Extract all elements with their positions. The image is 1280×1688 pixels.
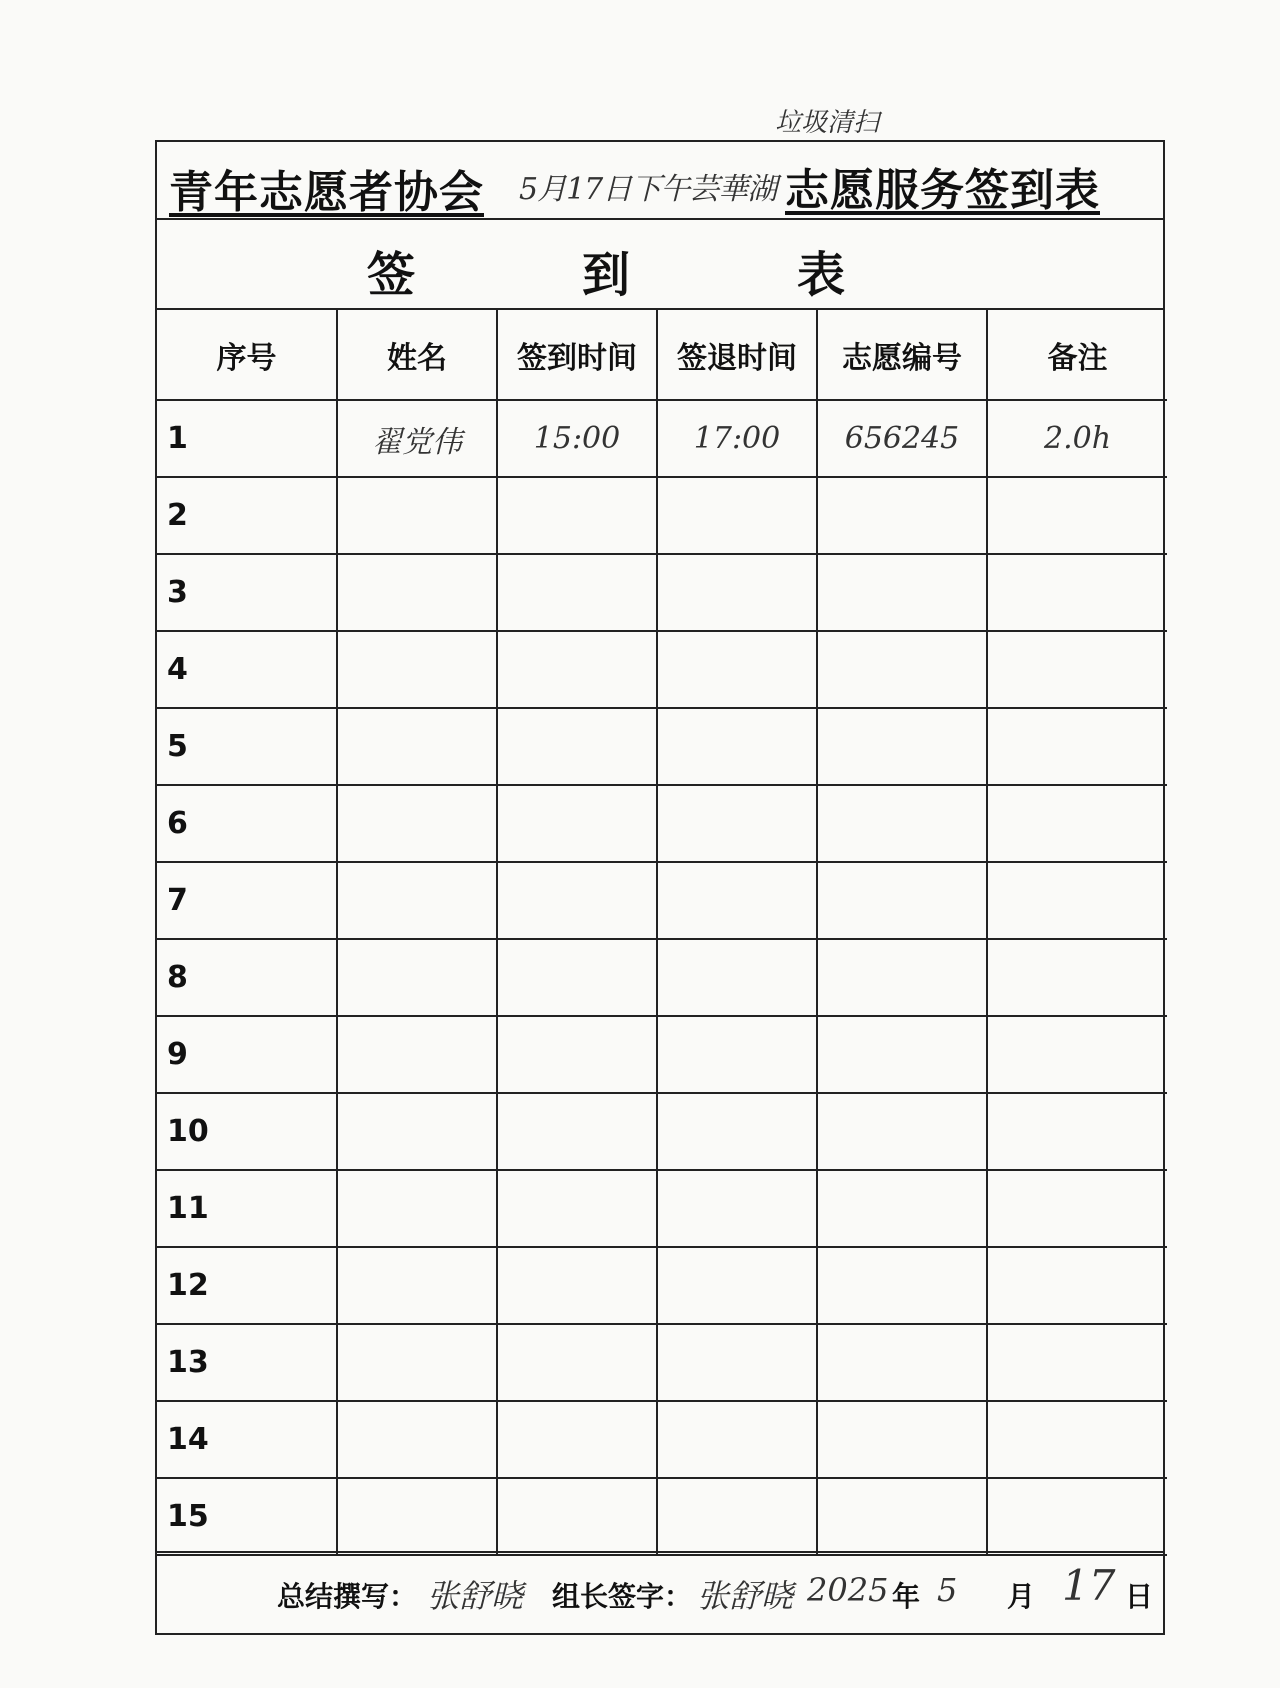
row-remarks: [987, 1401, 1167, 1478]
row-remarks: [987, 1478, 1167, 1555]
table-row: [157, 1093, 1167, 1170]
row-remarks: [987, 1324, 1167, 1401]
footer-row: [157, 1551, 1163, 1633]
sign-in-table: [157, 310, 1167, 1556]
row-remarks: [987, 939, 1167, 1016]
row-name: [337, 1170, 497, 1247]
row-name: [337, 862, 497, 939]
row-remarks: [987, 631, 1167, 708]
row-volunteer-id: [817, 1016, 987, 1093]
row-check-in: [497, 708, 657, 785]
col-header-index: 序号: [157, 310, 337, 400]
row-volunteer-id: [817, 862, 987, 939]
row-remarks: 2.0h: [987, 400, 1167, 477]
row-name: [337, 1478, 497, 1555]
col-header-name: 姓名: [337, 310, 497, 400]
row-volunteer-id: [817, 1401, 987, 1478]
row-index: 6: [157, 785, 337, 862]
leader-label: 组长签字：: [552, 1580, 693, 1613]
row-remarks: [987, 554, 1167, 631]
row-remarks: [987, 708, 1167, 785]
subtitle-char: 签: [367, 247, 416, 303]
row-volunteer-id: [817, 1170, 987, 1247]
row-volunteer-id: [817, 708, 987, 785]
row-index: 5: [157, 708, 337, 785]
row-name: [337, 1016, 497, 1093]
row-volunteer-id: 656245: [817, 400, 987, 477]
row-volunteer-id: [817, 631, 987, 708]
row-index: 13: [157, 1324, 337, 1401]
row-name: [337, 1247, 497, 1324]
row-check-out: [657, 785, 817, 862]
table-row: [157, 1478, 1167, 1555]
subtitle-char: 到: [582, 247, 631, 303]
table-row: [157, 785, 1167, 862]
row-name: [337, 939, 497, 1016]
row-check-out: [657, 939, 817, 1016]
row-check-out: [657, 477, 817, 554]
row-check-out: [657, 708, 817, 785]
col-header-volunteer-id: 志愿编号: [817, 310, 987, 400]
row-check-in: [497, 477, 657, 554]
col-header-remarks: 备注: [987, 310, 1167, 400]
row-check-out: [657, 1170, 817, 1247]
row-check-in: [497, 785, 657, 862]
row-index: 4: [157, 631, 337, 708]
row-index: 8: [157, 939, 337, 1016]
row-check-out: [657, 1324, 817, 1401]
row-name: [337, 1401, 497, 1478]
row-check-in: [497, 1247, 657, 1324]
row-check-out: [657, 1401, 817, 1478]
row-volunteer-id: [817, 939, 987, 1016]
row-check-in: [497, 1016, 657, 1093]
table-row: [157, 1401, 1167, 1478]
row-remarks: [987, 1247, 1167, 1324]
row-check-out: [657, 631, 817, 708]
col-header-check-out: 签退时间: [657, 310, 817, 400]
row-name: [337, 708, 497, 785]
table-row: [157, 1016, 1167, 1093]
table-header-row: [157, 310, 1167, 400]
row-index: 3: [157, 554, 337, 631]
row-index: 2: [157, 477, 337, 554]
title-form-name: 志愿服务签到表: [785, 165, 1100, 216]
row-remarks: [987, 1170, 1167, 1247]
row-volunteer-id: [817, 477, 987, 554]
row-check-out: [657, 1247, 817, 1324]
date-month: 5: [937, 1571, 958, 1609]
row-check-in: [497, 1093, 657, 1170]
table-row: [157, 631, 1167, 708]
date-year: 2025: [807, 1571, 889, 1609]
title-handwritten-insert: 垃圾清扫: [775, 108, 880, 138]
row-name: [337, 631, 497, 708]
row-volunteer-id: [817, 1247, 987, 1324]
table-row: [157, 1324, 1167, 1401]
row-remarks: [987, 477, 1167, 554]
table-row: [157, 554, 1167, 631]
row-name: [337, 1093, 497, 1170]
date-month-label: 月: [1007, 1580, 1036, 1613]
date-day: 17: [1062, 1561, 1116, 1610]
row-check-out: [657, 862, 817, 939]
row-check-in: [497, 1478, 657, 1555]
subtitle-char: 表: [797, 247, 846, 303]
row-index: 11: [157, 1170, 337, 1247]
date-day-label: 日: [1125, 1580, 1154, 1613]
row-check-in: [497, 1401, 657, 1478]
summary-label: 总结撰写：: [277, 1580, 418, 1613]
row-check-out: [657, 1016, 817, 1093]
sign-in-form: [155, 108, 1165, 1635]
row-volunteer-id: [817, 1093, 987, 1170]
row-check-in: [497, 939, 657, 1016]
table-row: [157, 708, 1167, 785]
row-volunteer-id: [817, 1324, 987, 1401]
row-check-out: [657, 1478, 817, 1555]
row-name: [337, 1324, 497, 1401]
row-check-in: [497, 1324, 657, 1401]
row-check-in: [497, 631, 657, 708]
row-check-out: [657, 554, 817, 631]
title-row: [157, 108, 1163, 220]
row-check-in: 15:00: [497, 400, 657, 477]
table-row: [157, 477, 1167, 554]
col-header-check-in: 签到时间: [497, 310, 657, 400]
row-volunteer-id: [817, 554, 987, 631]
row-index: 14: [157, 1401, 337, 1478]
row-index: 1: [157, 400, 337, 477]
row-index: 15: [157, 1478, 337, 1555]
row-index: 7: [157, 862, 337, 939]
row-check-in: [497, 554, 657, 631]
title-org: 青年志愿者协会: [169, 167, 484, 218]
row-check-out: 17:00: [657, 400, 817, 477]
row-volunteer-id: [817, 1478, 987, 1555]
table-row: [157, 939, 1167, 1016]
row-index: 12: [157, 1247, 337, 1324]
row-remarks: [987, 1093, 1167, 1170]
row-check-in: [497, 862, 657, 939]
row-remarks: [987, 785, 1167, 862]
leader-signature: 张舒晓: [697, 1577, 794, 1615]
row-name: [337, 785, 497, 862]
row-name: [337, 554, 497, 631]
row-check-out: [657, 1093, 817, 1170]
table-row: [157, 1247, 1167, 1324]
row-index: 9: [157, 1016, 337, 1093]
row-remarks: [987, 1016, 1167, 1093]
table-row: [157, 862, 1167, 939]
row-check-in: [497, 1170, 657, 1247]
table-row: [157, 400, 1167, 477]
row-remarks: [987, 862, 1167, 939]
title-handwritten-event: 5月17日下午芸華湖: [519, 172, 777, 207]
row-index: 10: [157, 1093, 337, 1170]
summary-signature: 张舒晓: [427, 1577, 524, 1615]
row-name: 翟党伟: [337, 400, 497, 477]
row-name: [337, 477, 497, 554]
row-volunteer-id: [817, 785, 987, 862]
subtitle-row: [157, 220, 1163, 310]
table-row: [157, 1170, 1167, 1247]
date-year-label: 年: [892, 1580, 921, 1613]
